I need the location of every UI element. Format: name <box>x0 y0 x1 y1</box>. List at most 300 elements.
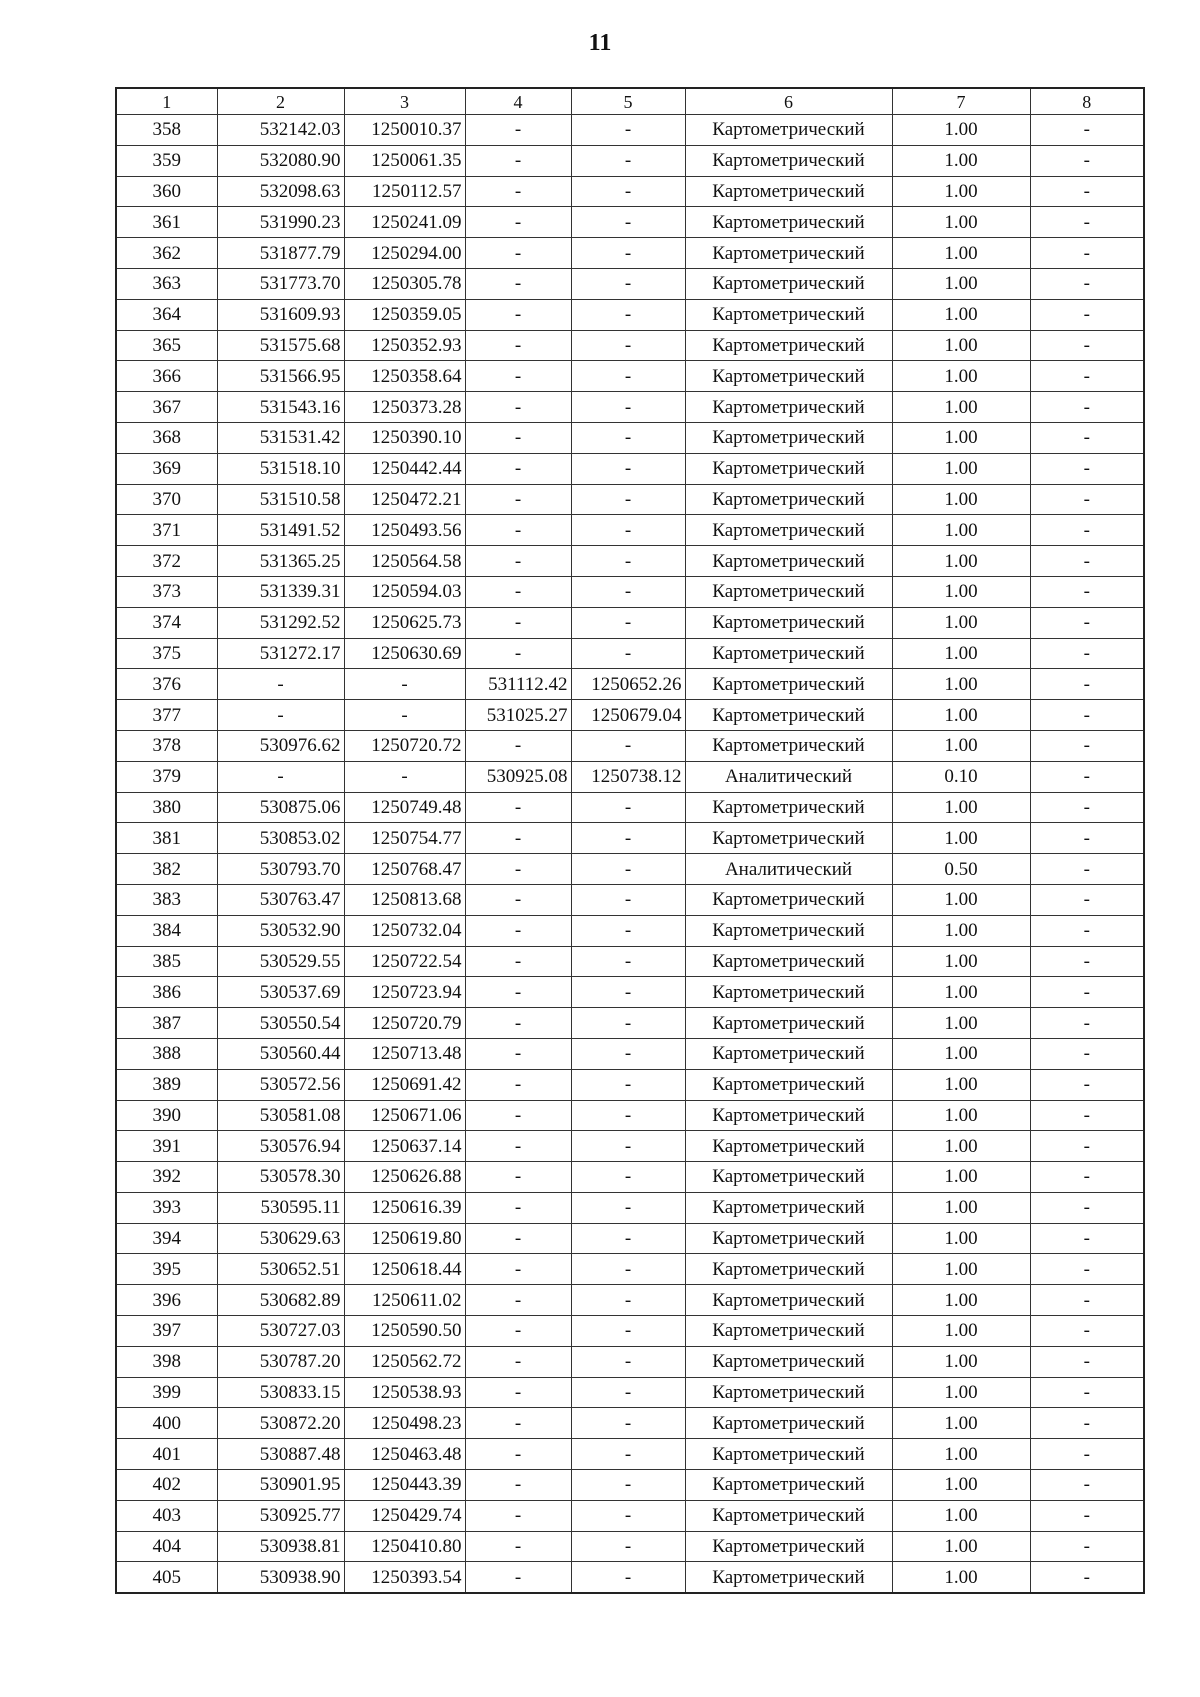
note-cell: - <box>1030 361 1144 392</box>
table-row <box>116 1223 1144 1254</box>
y-new-cell: - <box>571 1162 685 1193</box>
table-row <box>116 576 1144 607</box>
x-new-cell: - <box>465 1131 571 1162</box>
accuracy-cell: 1.00 <box>892 145 1030 176</box>
accuracy-cell: 1.00 <box>892 730 1030 761</box>
x-coordinate-cell: 530938.81 <box>217 1531 344 1562</box>
note-cell: - <box>1030 268 1144 299</box>
accuracy-cell: 1.00 <box>892 823 1030 854</box>
table-row <box>116 1100 1144 1131</box>
y-coordinate-cell: 1250538.93 <box>344 1377 465 1408</box>
point-number-cell: 395 <box>116 1254 217 1285</box>
x-new-cell: - <box>465 453 571 484</box>
note-cell: - <box>1030 1439 1144 1470</box>
y-new-cell: - <box>571 546 685 577</box>
x-new-cell: - <box>465 730 571 761</box>
accuracy-cell: 1.00 <box>892 638 1030 669</box>
x-coordinate-cell: - <box>217 669 344 700</box>
method-cell: Картометрический <box>685 915 892 946</box>
y-coordinate-cell: 1250611.02 <box>344 1285 465 1316</box>
y-new-cell: - <box>571 238 685 269</box>
y-coordinate-cell: 1250463.48 <box>344 1439 465 1470</box>
method-cell: Картометрический <box>685 1439 892 1470</box>
note-cell: - <box>1030 392 1144 423</box>
y-new-cell: - <box>571 1377 685 1408</box>
y-coordinate-cell: 1250618.44 <box>344 1254 465 1285</box>
note-cell: - <box>1030 1254 1144 1285</box>
accuracy-cell: 1.00 <box>892 977 1030 1008</box>
note-cell: - <box>1030 1008 1144 1039</box>
x-coordinate-cell: 530833.15 <box>217 1377 344 1408</box>
table-row <box>116 330 1144 361</box>
table-row <box>116 1162 1144 1193</box>
note-cell: - <box>1030 915 1144 946</box>
x-coordinate-cell: 530652.51 <box>217 1254 344 1285</box>
point-number-cell: 376 <box>116 669 217 700</box>
point-number-cell: 374 <box>116 607 217 638</box>
x-coordinate-cell: 530576.94 <box>217 1131 344 1162</box>
x-new-cell: - <box>465 1008 571 1039</box>
table-row <box>116 1531 1144 1562</box>
y-new-cell: - <box>571 946 685 977</box>
x-new-cell: - <box>465 145 571 176</box>
x-new-cell: - <box>465 977 571 1008</box>
y-coordinate-cell: - <box>344 761 465 792</box>
note-cell: - <box>1030 730 1144 761</box>
note-cell: - <box>1030 1192 1144 1223</box>
note-cell: - <box>1030 854 1144 885</box>
note-cell: - <box>1030 515 1144 546</box>
y-coordinate-cell: 1250691.42 <box>344 1069 465 1100</box>
table-row <box>116 207 1144 238</box>
x-coordinate-cell: 530976.62 <box>217 730 344 761</box>
method-cell: Картометрический <box>685 1316 892 1347</box>
accuracy-cell: 1.00 <box>892 299 1030 330</box>
y-coordinate-cell: 1250241.09 <box>344 207 465 238</box>
y-coordinate-cell: 1250671.06 <box>344 1100 465 1131</box>
method-cell: Картометрический <box>685 1531 892 1562</box>
coordinates-table <box>115 87 1145 1594</box>
x-coordinate-cell: 530901.95 <box>217 1470 344 1501</box>
method-cell: Картометрический <box>685 1562 892 1593</box>
note-cell: - <box>1030 977 1144 1008</box>
table-row <box>116 145 1144 176</box>
note-cell: - <box>1030 1346 1144 1377</box>
x-coordinate-cell: 530853.02 <box>217 823 344 854</box>
x-coordinate-cell: 530763.47 <box>217 884 344 915</box>
x-new-cell: - <box>465 207 571 238</box>
y-new-cell: - <box>571 1346 685 1377</box>
point-number-cell: 383 <box>116 884 217 915</box>
table-row <box>116 977 1144 1008</box>
point-number-cell: 364 <box>116 299 217 330</box>
x-coordinate-cell: 531877.79 <box>217 238 344 269</box>
y-coordinate-cell: 1250616.39 <box>344 1192 465 1223</box>
point-number-cell: 365 <box>116 330 217 361</box>
note-cell: - <box>1030 484 1144 515</box>
accuracy-cell: 1.00 <box>892 330 1030 361</box>
method-cell: Картометрический <box>685 1192 892 1223</box>
table-row <box>116 238 1144 269</box>
note-cell: - <box>1030 1500 1144 1531</box>
method-cell: Картометрический <box>685 1377 892 1408</box>
column-header: 7 <box>892 88 1030 115</box>
accuracy-cell: 1.00 <box>892 792 1030 823</box>
note-cell: - <box>1030 176 1144 207</box>
accuracy-cell: 1.00 <box>892 207 1030 238</box>
y-coordinate-cell: 1250720.79 <box>344 1008 465 1039</box>
method-cell: Картометрический <box>685 238 892 269</box>
note-cell: - <box>1030 238 1144 269</box>
x-new-cell: - <box>465 884 571 915</box>
method-cell: Картометрический <box>685 884 892 915</box>
y-new-cell: - <box>571 1192 685 1223</box>
accuracy-cell: 1.00 <box>892 884 1030 915</box>
y-coordinate-cell: 1250562.72 <box>344 1346 465 1377</box>
table-row <box>116 546 1144 577</box>
method-cell: Картометрический <box>685 977 892 1008</box>
note-cell: - <box>1030 1377 1144 1408</box>
table-row <box>116 761 1144 792</box>
table-row <box>116 1131 1144 1162</box>
x-new-cell: - <box>465 299 571 330</box>
table-row <box>116 884 1144 915</box>
x-new-cell: - <box>465 1069 571 1100</box>
note-cell: - <box>1030 1408 1144 1439</box>
point-number-cell: 393 <box>116 1192 217 1223</box>
y-coordinate-cell: 1250637.14 <box>344 1131 465 1162</box>
method-cell: Картометрический <box>685 330 892 361</box>
point-number-cell: 360 <box>116 176 217 207</box>
point-number-cell: 366 <box>116 361 217 392</box>
note-cell: - <box>1030 115 1144 146</box>
method-cell: Картометрический <box>685 299 892 330</box>
y-new-cell: - <box>571 299 685 330</box>
y-new-cell: - <box>571 1131 685 1162</box>
method-cell: Картометрический <box>685 546 892 577</box>
method-cell: Картометрический <box>685 1008 892 1039</box>
x-coordinate-cell: 530872.20 <box>217 1408 344 1439</box>
note-cell: - <box>1030 145 1144 176</box>
y-new-cell: - <box>571 145 685 176</box>
x-coordinate-cell: 530875.06 <box>217 792 344 823</box>
point-number-cell: 386 <box>116 977 217 1008</box>
y-coordinate-cell: 1250625.73 <box>344 607 465 638</box>
method-cell: Картометрический <box>685 1285 892 1316</box>
y-new-cell: - <box>571 1316 685 1347</box>
accuracy-cell: 1.00 <box>892 1285 1030 1316</box>
y-coordinate-cell: 1250498.23 <box>344 1408 465 1439</box>
method-cell: Картометрический <box>685 515 892 546</box>
x-coordinate-cell: 530578.30 <box>217 1162 344 1193</box>
note-cell: - <box>1030 700 1144 731</box>
column-header: 8 <box>1030 88 1144 115</box>
y-new-cell: - <box>571 115 685 146</box>
accuracy-cell: 1.00 <box>892 1223 1030 1254</box>
x-coordinate-cell: 531566.95 <box>217 361 344 392</box>
point-number-cell: 384 <box>116 915 217 946</box>
point-number-cell: 387 <box>116 1008 217 1039</box>
point-number-cell: 397 <box>116 1316 217 1347</box>
note-cell: - <box>1030 1562 1144 1593</box>
note-cell: - <box>1030 761 1144 792</box>
point-number-cell: 362 <box>116 238 217 269</box>
y-new-cell: - <box>571 1439 685 1470</box>
y-coordinate-cell: 1250749.48 <box>344 792 465 823</box>
point-number-cell: 398 <box>116 1346 217 1377</box>
note-cell: - <box>1030 607 1144 638</box>
y-coordinate-cell: 1250112.57 <box>344 176 465 207</box>
y-coordinate-cell: 1250732.04 <box>344 915 465 946</box>
accuracy-cell: 1.00 <box>892 1254 1030 1285</box>
point-number-cell: 358 <box>116 115 217 146</box>
point-number-cell: 371 <box>116 515 217 546</box>
y-new-cell: - <box>571 1470 685 1501</box>
accuracy-cell: 1.00 <box>892 1192 1030 1223</box>
y-coordinate-cell: 1250813.68 <box>344 884 465 915</box>
y-coordinate-cell: 1250564.58 <box>344 546 465 577</box>
point-number-cell: 402 <box>116 1470 217 1501</box>
y-new-cell: - <box>571 576 685 607</box>
accuracy-cell: 1.00 <box>892 453 1030 484</box>
accuracy-cell: 1.00 <box>892 1316 1030 1347</box>
point-number-cell: 389 <box>116 1069 217 1100</box>
x-coordinate-cell: 531272.17 <box>217 638 344 669</box>
y-coordinate-cell: 1250626.88 <box>344 1162 465 1193</box>
point-number-cell: 367 <box>116 392 217 423</box>
table-row <box>116 484 1144 515</box>
method-cell: Картометрический <box>685 607 892 638</box>
note-cell: - <box>1030 1316 1144 1347</box>
x-coordinate-cell: 530550.54 <box>217 1008 344 1039</box>
y-new-cell: 1250652.26 <box>571 669 685 700</box>
accuracy-cell: 1.00 <box>892 1038 1030 1069</box>
point-number-cell: 390 <box>116 1100 217 1131</box>
x-new-cell: - <box>465 484 571 515</box>
table-row <box>116 176 1144 207</box>
y-new-cell: - <box>571 330 685 361</box>
x-coordinate-cell: - <box>217 700 344 731</box>
x-new-cell: - <box>465 1531 571 1562</box>
y-new-cell: - <box>571 1008 685 1039</box>
y-coordinate-cell: 1250630.69 <box>344 638 465 669</box>
x-new-cell: - <box>465 1439 571 1470</box>
method-cell: Картометрический <box>685 1162 892 1193</box>
x-new-cell: - <box>465 792 571 823</box>
x-new-cell: - <box>465 1470 571 1501</box>
y-new-cell: - <box>571 854 685 885</box>
x-new-cell: - <box>465 268 571 299</box>
y-new-cell: - <box>571 884 685 915</box>
method-cell: Картометрический <box>685 946 892 977</box>
note-cell: - <box>1030 1100 1144 1131</box>
accuracy-cell: 1.00 <box>892 361 1030 392</box>
x-coordinate-cell: 531518.10 <box>217 453 344 484</box>
y-coordinate-cell: 1250410.80 <box>344 1531 465 1562</box>
method-cell: Картометрический <box>685 176 892 207</box>
note-cell: - <box>1030 1223 1144 1254</box>
x-coordinate-cell: 530581.08 <box>217 1100 344 1131</box>
x-new-cell: - <box>465 1408 571 1439</box>
point-number-cell: 391 <box>116 1131 217 1162</box>
table-row <box>116 730 1144 761</box>
method-cell: Картометрический <box>685 1254 892 1285</box>
y-coordinate-cell: 1250294.00 <box>344 238 465 269</box>
x-coordinate-cell: 530629.63 <box>217 1223 344 1254</box>
table-row <box>116 1439 1144 1470</box>
y-coordinate-cell: 1250493.56 <box>344 515 465 546</box>
y-coordinate-cell: 1250722.54 <box>344 946 465 977</box>
table-row <box>116 392 1144 423</box>
accuracy-cell: 1.00 <box>892 392 1030 423</box>
x-coordinate-cell: 531575.68 <box>217 330 344 361</box>
y-new-cell: - <box>571 453 685 484</box>
y-coordinate-cell: 1250594.03 <box>344 576 465 607</box>
method-cell: Картометрический <box>685 484 892 515</box>
point-number-cell: 404 <box>116 1531 217 1562</box>
column-header: 5 <box>571 88 685 115</box>
table-row <box>116 515 1144 546</box>
accuracy-cell: 1.00 <box>892 1377 1030 1408</box>
table-body <box>116 115 1144 1594</box>
x-new-cell: 531112.42 <box>465 669 571 700</box>
x-new-cell: - <box>465 823 571 854</box>
table-row <box>116 638 1144 669</box>
point-number-cell: 369 <box>116 453 217 484</box>
table-row <box>116 115 1144 146</box>
x-coordinate-cell: 530793.70 <box>217 854 344 885</box>
point-number-cell: 359 <box>116 145 217 176</box>
y-new-cell: - <box>571 1562 685 1593</box>
point-number-cell: 385 <box>116 946 217 977</box>
x-coordinate-cell: 530787.20 <box>217 1346 344 1377</box>
method-cell: Картометрический <box>685 392 892 423</box>
method-cell: Аналитический <box>685 761 892 792</box>
point-number-cell: 361 <box>116 207 217 238</box>
method-cell: Картометрический <box>685 1038 892 1069</box>
point-number-cell: 388 <box>116 1038 217 1069</box>
x-new-cell: - <box>465 1500 571 1531</box>
y-new-cell: - <box>571 792 685 823</box>
accuracy-cell: 1.00 <box>892 1470 1030 1501</box>
y-new-cell: - <box>571 1038 685 1069</box>
method-cell: Картометрический <box>685 823 892 854</box>
table-row <box>116 1562 1144 1593</box>
y-new-cell: - <box>571 176 685 207</box>
y-coordinate-cell: 1250723.94 <box>344 977 465 1008</box>
x-new-cell: - <box>465 1223 571 1254</box>
method-cell: Картометрический <box>685 145 892 176</box>
method-cell: Картометрический <box>685 115 892 146</box>
x-new-cell: - <box>465 1100 571 1131</box>
x-new-cell: - <box>465 546 571 577</box>
accuracy-cell: 0.50 <box>892 854 1030 885</box>
accuracy-cell: 1.00 <box>892 915 1030 946</box>
y-new-cell: - <box>571 1285 685 1316</box>
table-row <box>116 915 1144 946</box>
y-coordinate-cell: 1250619.80 <box>344 1223 465 1254</box>
y-coordinate-cell: 1250359.05 <box>344 299 465 330</box>
x-new-cell: - <box>465 1316 571 1347</box>
y-new-cell: - <box>571 638 685 669</box>
note-cell: - <box>1030 422 1144 453</box>
y-new-cell: - <box>571 268 685 299</box>
y-new-cell: - <box>571 515 685 546</box>
x-new-cell: - <box>465 638 571 669</box>
table-row <box>116 1254 1144 1285</box>
x-coordinate-cell: 530560.44 <box>217 1038 344 1069</box>
table-row <box>116 422 1144 453</box>
y-new-cell: - <box>571 484 685 515</box>
accuracy-cell: 1.00 <box>892 1008 1030 1039</box>
method-cell: Картометрический <box>685 1408 892 1439</box>
column-header: 4 <box>465 88 571 115</box>
note-cell: - <box>1030 546 1144 577</box>
x-coordinate-cell: 530537.69 <box>217 977 344 1008</box>
point-number-cell: 394 <box>116 1223 217 1254</box>
method-cell: Картометрический <box>685 453 892 484</box>
x-new-cell: - <box>465 915 571 946</box>
table-header-row <box>116 88 1144 115</box>
point-number-cell: 382 <box>116 854 217 885</box>
point-number-cell: 379 <box>116 761 217 792</box>
x-coordinate-cell: 530532.90 <box>217 915 344 946</box>
x-new-cell: - <box>465 330 571 361</box>
note-cell: - <box>1030 638 1144 669</box>
method-cell: Картометрический <box>685 700 892 731</box>
note-cell: - <box>1030 1162 1144 1193</box>
x-coordinate-cell: 532080.90 <box>217 145 344 176</box>
y-coordinate-cell: 1250720.72 <box>344 730 465 761</box>
x-new-cell: - <box>465 1192 571 1223</box>
accuracy-cell: 0.10 <box>892 761 1030 792</box>
accuracy-cell: 1.00 <box>892 1531 1030 1562</box>
y-coordinate-cell: 1250390.10 <box>344 422 465 453</box>
x-coordinate-cell: 531773.70 <box>217 268 344 299</box>
method-cell: Картометрический <box>685 422 892 453</box>
note-cell: - <box>1030 207 1144 238</box>
table-row <box>116 1192 1144 1223</box>
y-coordinate-cell: 1250061.35 <box>344 145 465 176</box>
x-coordinate-cell: 530595.11 <box>217 1192 344 1223</box>
x-new-cell: - <box>465 361 571 392</box>
table-row <box>116 1285 1144 1316</box>
point-number-cell: 381 <box>116 823 217 854</box>
x-new-cell: - <box>465 1562 571 1593</box>
y-coordinate-cell: 1250590.50 <box>344 1316 465 1347</box>
x-coordinate-cell: 532142.03 <box>217 115 344 146</box>
x-new-cell: - <box>465 607 571 638</box>
y-new-cell: - <box>571 977 685 1008</box>
method-cell: Картометрический <box>685 1223 892 1254</box>
column-header: 2 <box>217 88 344 115</box>
accuracy-cell: 1.00 <box>892 546 1030 577</box>
accuracy-cell: 1.00 <box>892 1100 1030 1131</box>
x-new-cell: - <box>465 1377 571 1408</box>
note-cell: - <box>1030 1285 1144 1316</box>
table-row <box>116 823 1144 854</box>
x-new-cell: 531025.27 <box>465 700 571 731</box>
accuracy-cell: 1.00 <box>892 607 1030 638</box>
x-coordinate-cell: 530925.77 <box>217 1500 344 1531</box>
point-number-cell: 396 <box>116 1285 217 1316</box>
y-new-cell: - <box>571 422 685 453</box>
table-row <box>116 700 1144 731</box>
y-coordinate-cell: 1250429.74 <box>344 1500 465 1531</box>
accuracy-cell: 1.00 <box>892 1408 1030 1439</box>
method-cell: Картометрический <box>685 669 892 700</box>
y-coordinate-cell: 1250443.39 <box>344 1470 465 1501</box>
